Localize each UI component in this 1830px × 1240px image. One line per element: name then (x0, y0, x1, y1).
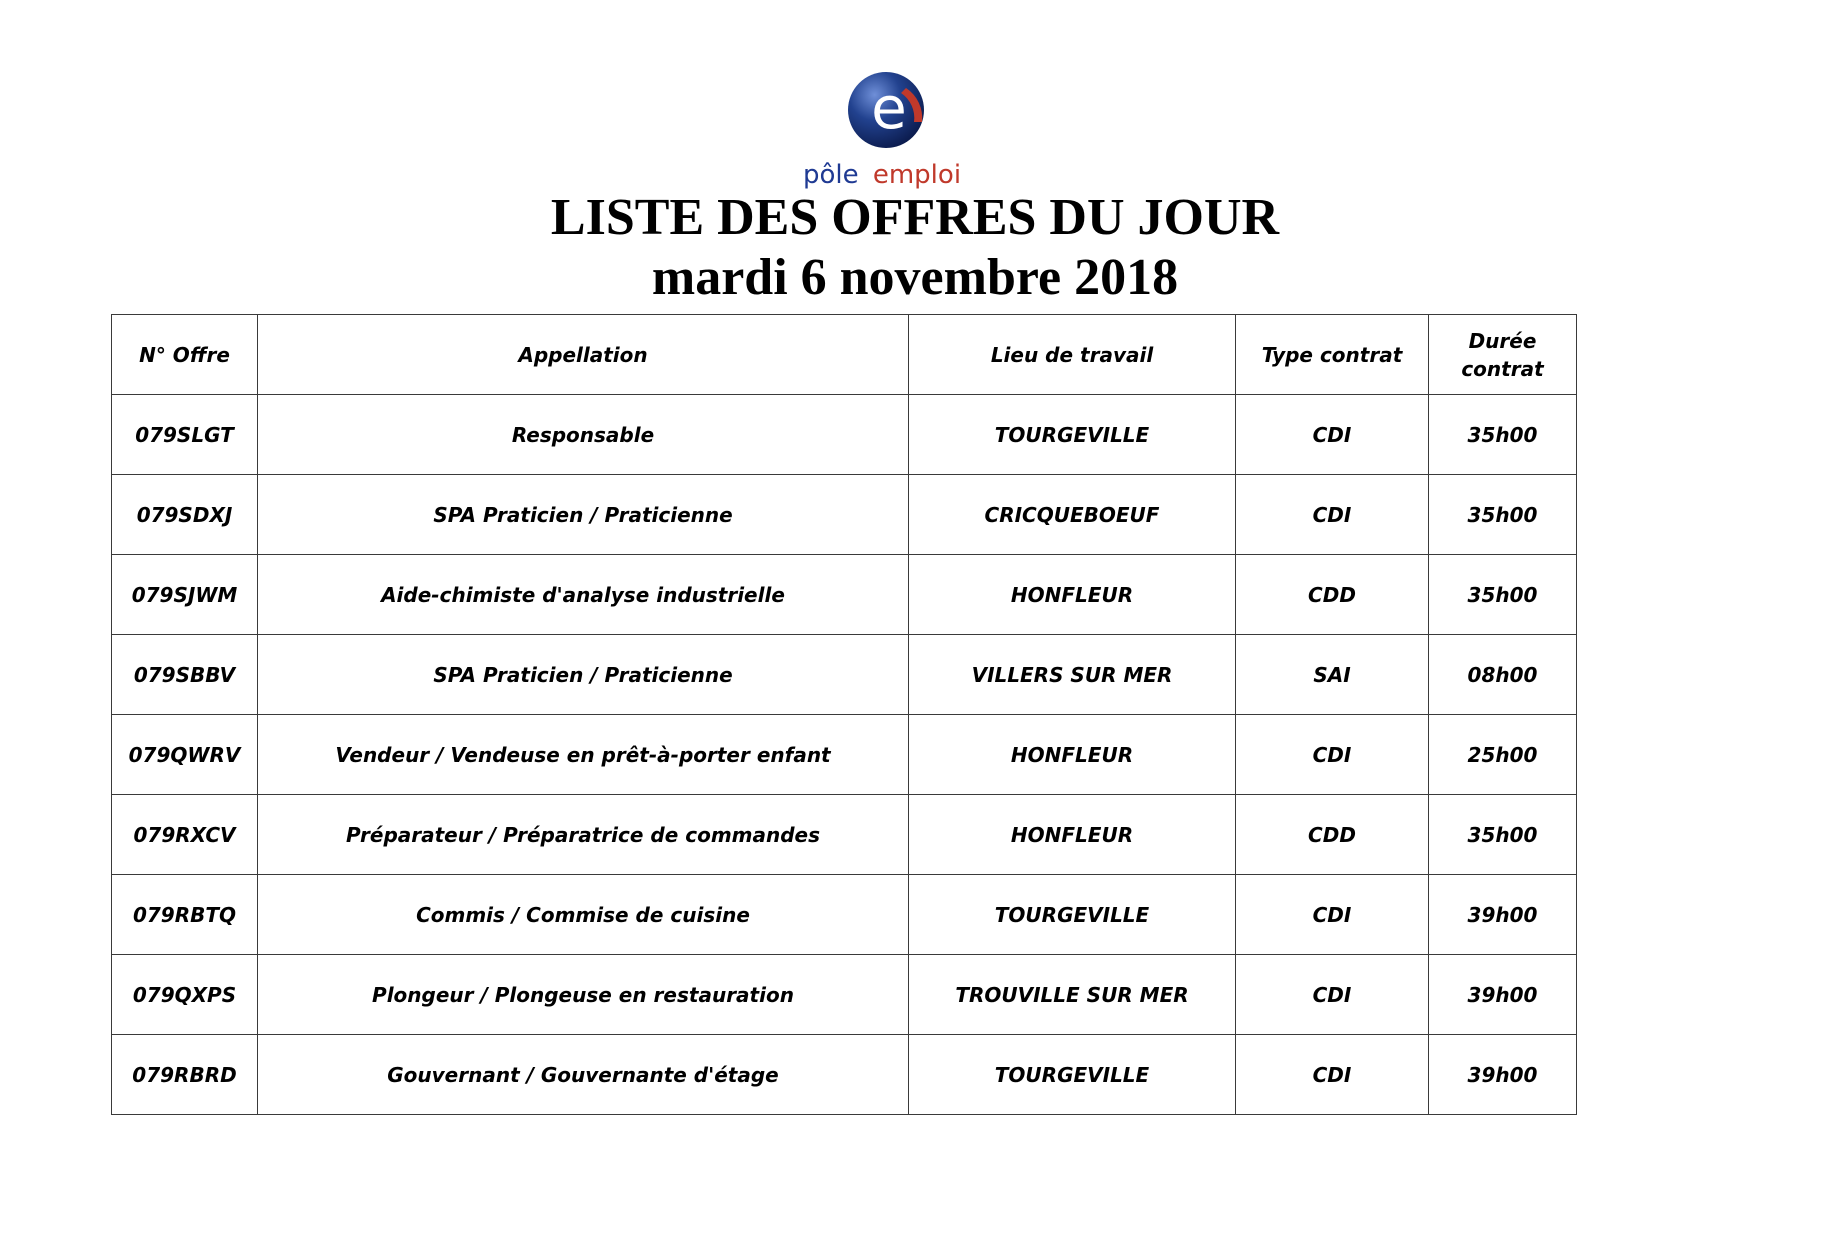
logo-word-emploi: emploi (872, 160, 962, 190)
cell-numero: 079RXCV (112, 795, 258, 875)
table-row (112, 635, 1577, 715)
cell-type: CDI (1236, 1035, 1429, 1115)
table-row (112, 795, 1577, 875)
cell-appellation: Préparateur / Préparatrice de commandes (258, 795, 909, 875)
table-header-row (112, 315, 1577, 395)
cell-duree: 39h00 (1429, 875, 1577, 955)
table-row (112, 955, 1577, 1035)
cell-type: CDD (1236, 555, 1429, 635)
cell-duree: 25h00 (1429, 715, 1577, 795)
cell-lieu: VILLERS SUR MER (909, 635, 1236, 715)
cell-duree: 35h00 (1429, 475, 1577, 555)
cell-appellation: Vendeur / Vendeuse en prêt-à-porter enfant (258, 715, 909, 795)
cell-lieu: HONFLEUR (909, 715, 1236, 795)
cell-appellation: Plongeur / Plongeuse en restauration (258, 955, 909, 1035)
cell-numero: 079QWRV (112, 715, 258, 795)
cell-duree: 08h00 (1429, 635, 1577, 715)
header-lieu: Lieu de travail (909, 315, 1236, 395)
cell-type: CDI (1236, 475, 1429, 555)
pole-emploi-logo (802, 66, 962, 196)
cell-lieu: TOURGEVILLE (909, 1035, 1236, 1115)
cell-numero: 079SBBV (112, 635, 258, 715)
cell-type: CDI (1236, 395, 1429, 475)
cell-duree: 39h00 (1429, 1035, 1577, 1115)
logo-word-pole: pôle (802, 160, 859, 190)
cell-duree: 35h00 (1429, 795, 1577, 875)
cell-numero: 079SLGT (112, 395, 258, 475)
cell-appellation: SPA Praticien / Praticienne (258, 635, 909, 715)
header-type: Type contrat (1236, 315, 1429, 395)
cell-lieu: TROUVILLE SUR MER (909, 955, 1236, 1035)
header-numero: N° Offre (112, 315, 258, 395)
cell-duree: 35h00 (1429, 555, 1577, 635)
svg-text:pôle emploi (803, 160, 961, 190)
cell-numero: 079SDXJ (112, 475, 258, 555)
header-appellation: Appellation (258, 315, 909, 395)
cell-type: CDD (1236, 795, 1429, 875)
header-duree: Durée contrat (1429, 315, 1577, 395)
cell-type: CDI (1236, 715, 1429, 795)
cell-type: CDI (1236, 955, 1429, 1035)
cell-appellation: Gouvernant / Gouvernante d'étage (258, 1035, 909, 1115)
table-row (112, 475, 1577, 555)
offers-table (111, 314, 1577, 1115)
cell-lieu: HONFLEUR (909, 795, 1236, 875)
cell-numero: 079SJWM (112, 555, 258, 635)
cell-numero: 079RBRD (112, 1035, 258, 1115)
table-row (112, 875, 1577, 955)
cell-appellation: Aide-chimiste d'analyse industrielle (258, 555, 909, 635)
table-row (112, 395, 1577, 475)
cell-appellation: Responsable (258, 395, 909, 475)
cell-numero: 079RBTQ (112, 875, 258, 955)
page-title: LISTE DES OFFRES DU JOUR (550, 189, 1280, 246)
cell-lieu: CRICQUEBOEUF (909, 475, 1236, 555)
cell-type: CDI (1236, 875, 1429, 955)
table-row (112, 715, 1577, 795)
cell-numero: 079QXPS (112, 955, 258, 1035)
cell-appellation: SPA Praticien / Praticienne (258, 475, 909, 555)
table-row (112, 1035, 1577, 1115)
cell-lieu: HONFLEUR (909, 555, 1236, 635)
cell-duree: 39h00 (1429, 955, 1577, 1035)
page-date: mardi 6 novembre 2018 (651, 249, 1179, 306)
cell-appellation: Commis / Commise de cuisine (258, 875, 909, 955)
cell-lieu: TOURGEVILLE (909, 875, 1236, 955)
cell-lieu: TOURGEVILLE (909, 395, 1236, 475)
svg-text:e: e (871, 74, 907, 142)
cell-duree: 35h00 (1429, 395, 1577, 475)
table-row (112, 555, 1577, 635)
cell-type: SAI (1236, 635, 1429, 715)
